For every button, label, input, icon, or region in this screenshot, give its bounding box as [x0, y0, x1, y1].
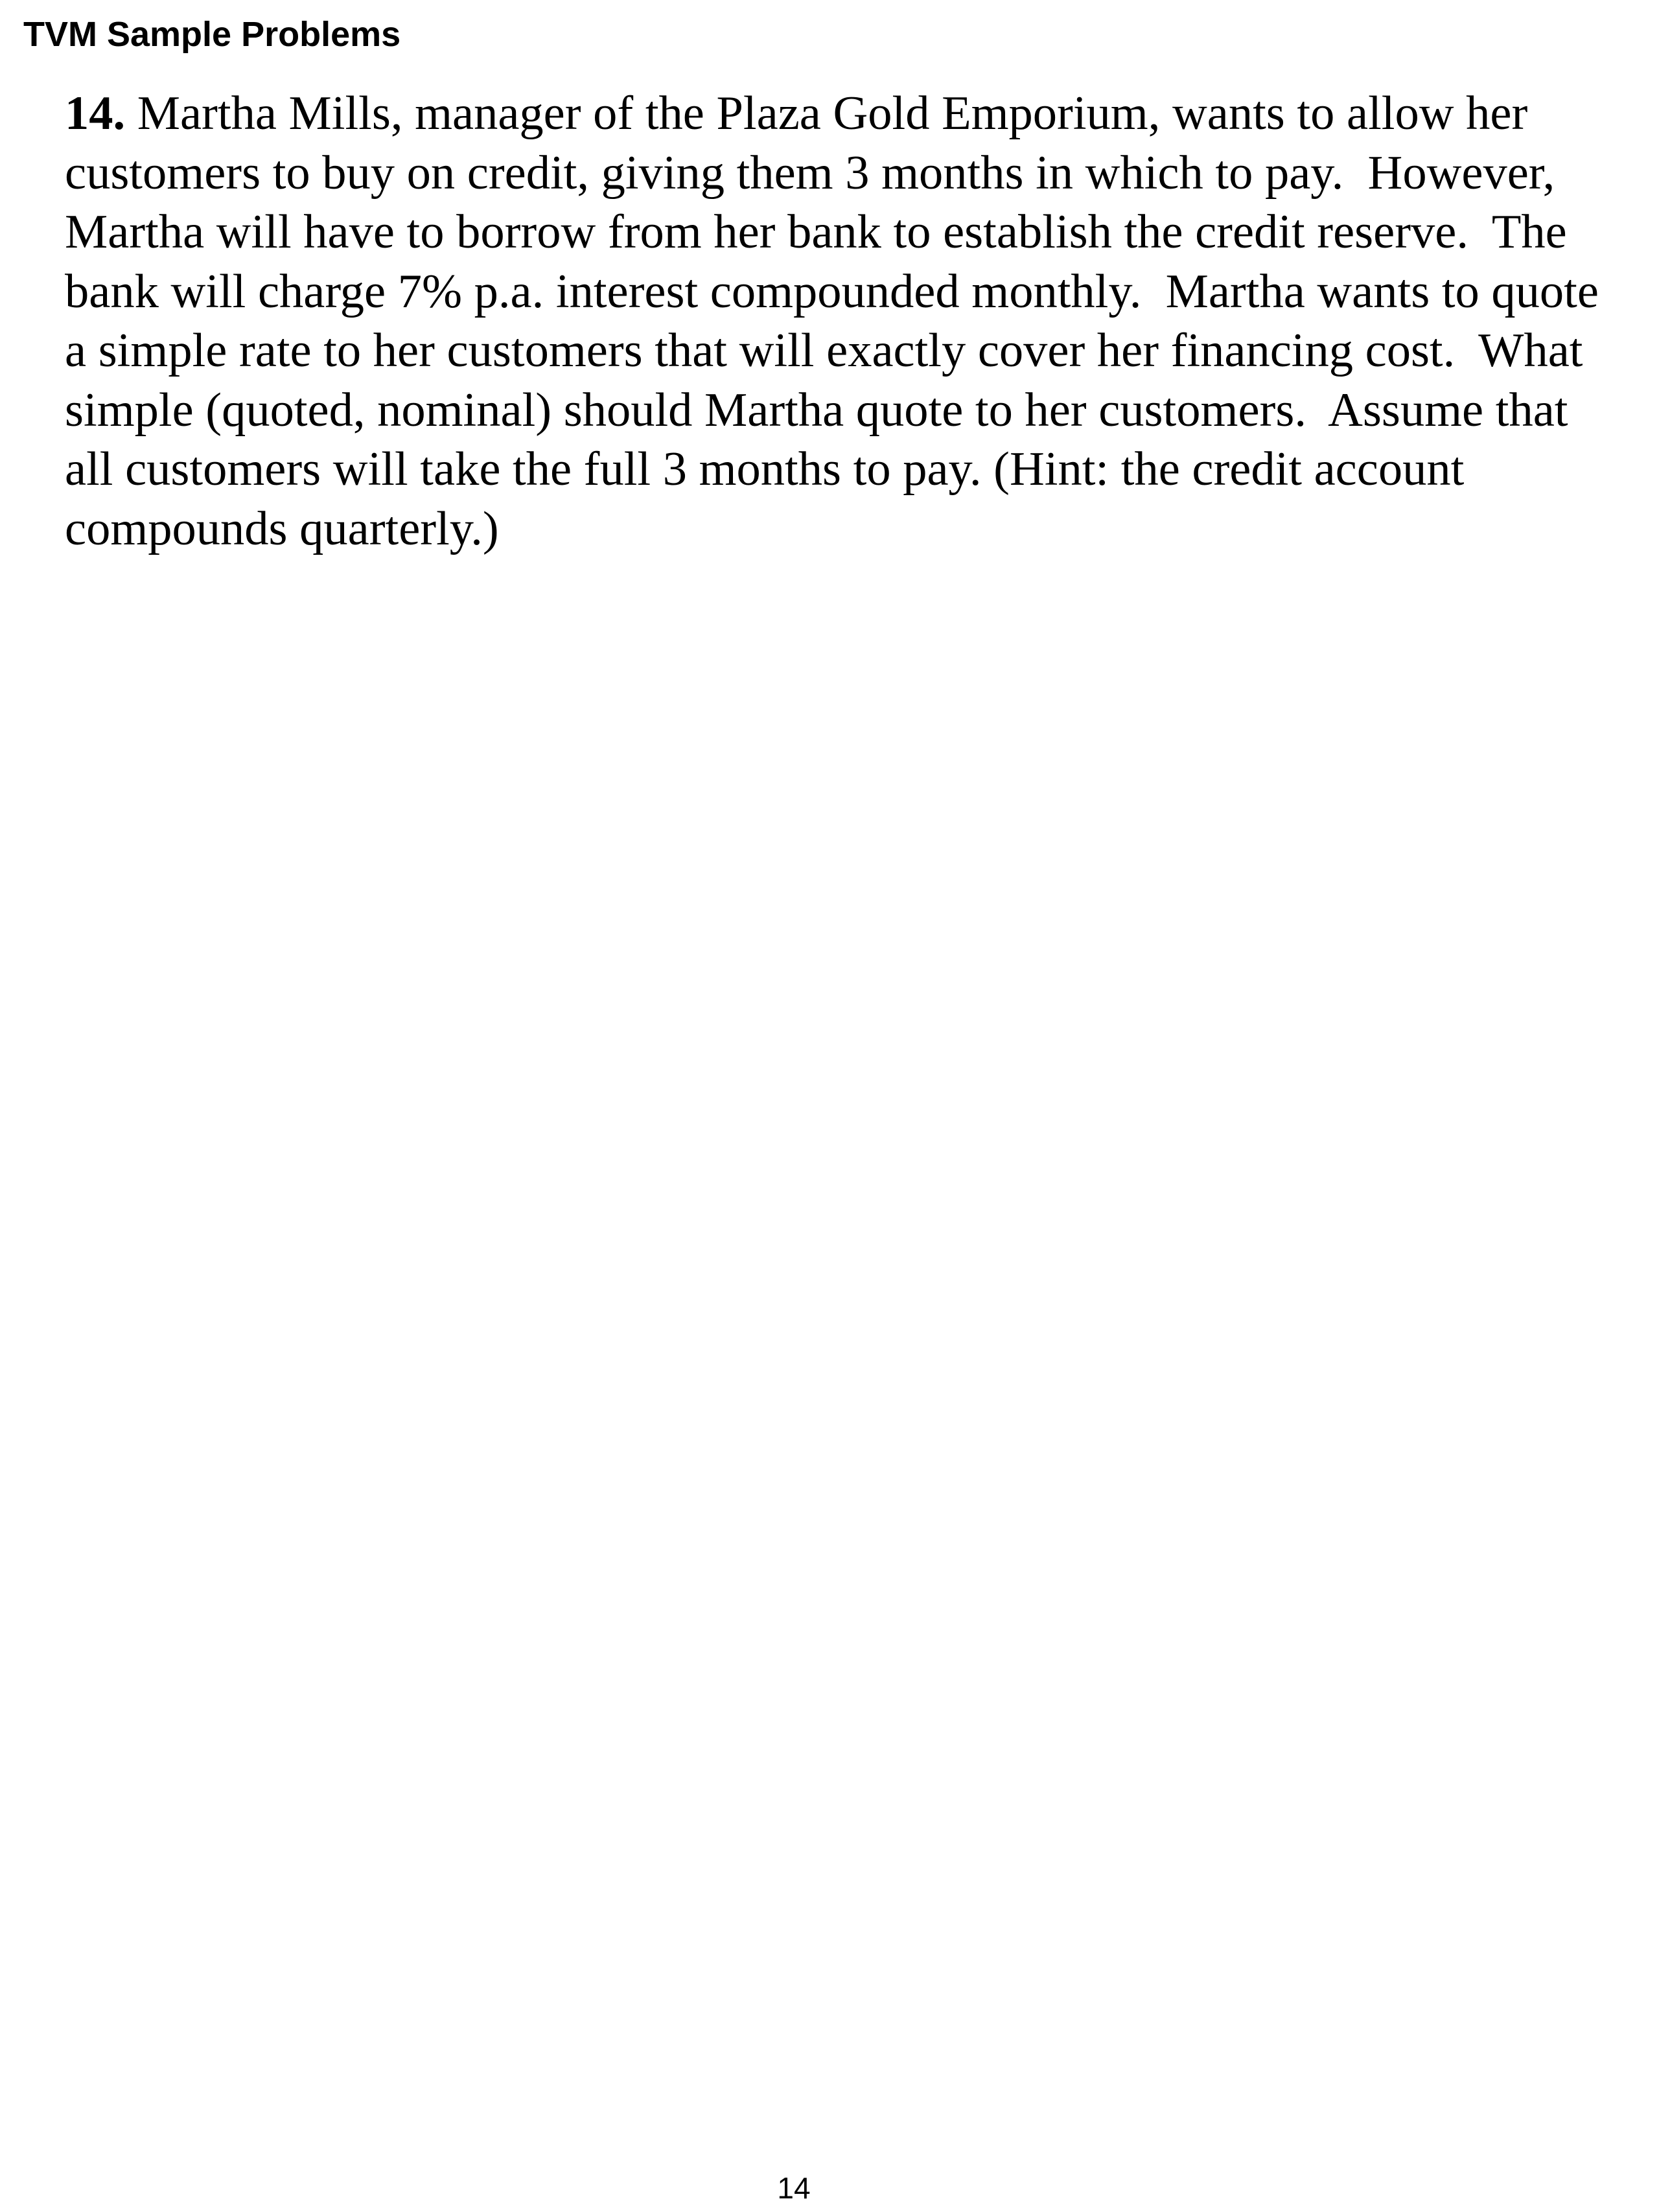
- problem-text: Martha Mills, manager of the Plaza Gold Emporium, wants to allow her: [125, 87, 1528, 140]
- problem-line-8: compounds quarterly.): [65, 502, 499, 555]
- problem-line-2: customers to buy on credit, giving them 3 months in which to pay. However,: [65, 146, 1555, 200]
- problem-line-7: all customers will take the full 3 months to pay. (Hint: the credit account: [65, 443, 1465, 496]
- page-number: 14: [777, 2171, 811, 2205]
- problem-line-1: [65, 84, 1646, 144]
- problem-line-4: bank will charge 7% p.a. interest compounded monthly. Martha wants to quote: [65, 264, 1599, 318]
- page-header-title: TVM Sample Problems: [23, 15, 401, 54]
- problem-14: [65, 84, 1646, 559]
- problem-line-3: Martha will have to borrow from her bank to establish the credit reserve. The: [65, 205, 1567, 259]
- problem-line-5: a simple rate to her customers that will exactly cover her financing cost. What: [65, 324, 1583, 377]
- problem-line-6: simple (quoted, nominal) should Martha quote to her customers. Assume that: [65, 383, 1568, 437]
- problem-number: 14.: [65, 87, 126, 140]
